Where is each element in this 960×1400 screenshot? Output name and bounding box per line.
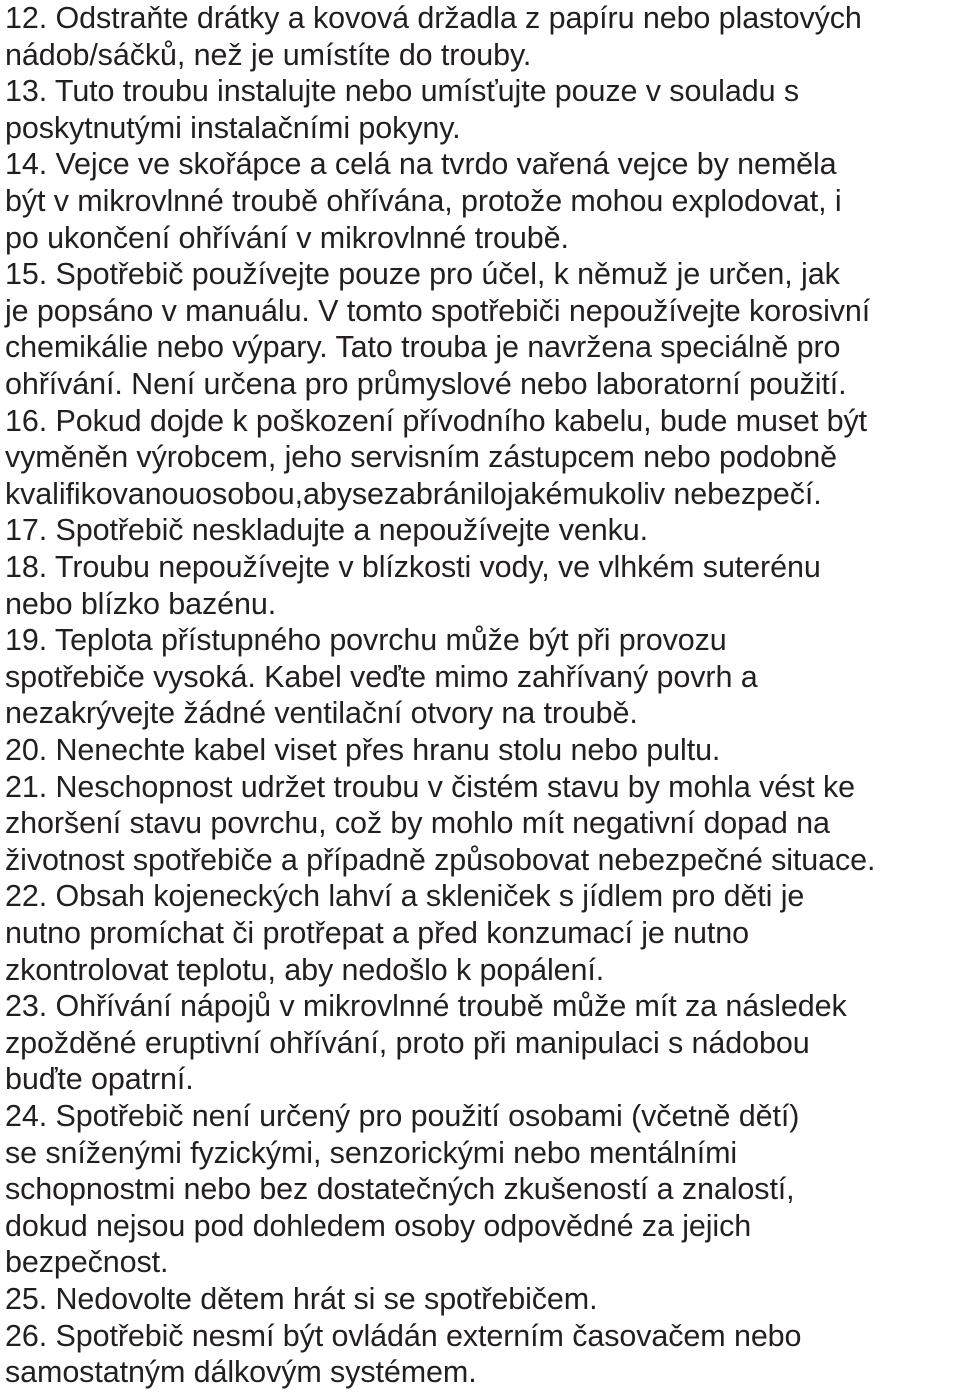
- text-line: ohřívání. Není určena pro průmyslové nebo laboratorní použití.: [5, 367, 847, 401]
- text-line: nebo blízko bazénu.: [5, 586, 277, 621]
- text-line: 15. Spotřebič používejte pouze pro účel, k němuž je určen, jak: [5, 257, 840, 292]
- text-line: 23. Ohřívání nápojů v mikrovlnné troubě může mít za následek: [5, 989, 847, 1024]
- text-line: 14. Vejce ve skořápce a celá na tvrdo vařená vejce by neměla: [5, 147, 837, 182]
- text-line: zkontrolovat teplotu, aby nedošlo k popálení.: [5, 952, 605, 987]
- text-line: zpožděné eruptivní ohřívání, proto při manipulaci s nádobou: [5, 1025, 810, 1060]
- text-line: samostatným dálkovým systémem.: [5, 1355, 477, 1390]
- text-line: zhoršení stavu povrchu, což by mohlo mít negativní dopad na: [5, 806, 830, 841]
- text-line: životnost spotřebiče a případně způsobovat nebezpečné situace.: [5, 842, 876, 877]
- text-line: 26. Spotřebič nesmí být ovládán externím časovačem nebo: [5, 1318, 802, 1353]
- text-line: 13. Tuto troubu instalujte nebo umísťujte pouze v souladu s: [5, 74, 799, 109]
- text-line: schopnostmi nebo bez dostatečných zkušeností a znalostí,: [5, 1172, 795, 1207]
- text-line: 25. Nedovolte dětem hrát si se spotřebičem.: [5, 1282, 598, 1316]
- text-line: kvalifikovanouosobou,abysezabránilojakémukoliv nebezpečí.: [5, 476, 822, 511]
- text-line: 21. Neschopnost udržet troubu v čistém stavu by mohla vést ke: [5, 769, 856, 804]
- text-line: bezpečnost.: [5, 1245, 169, 1280]
- text-line: buďte opatrní.: [5, 1062, 194, 1097]
- text-line: nezakrývejte žádné ventilační otvory na troubě.: [5, 696, 638, 731]
- text-line: dokud nejsou pod dohledem osoby odpovědné za jejich: [5, 1208, 752, 1243]
- text-line: se sníženými fyzickými, senzorickými nebo mentálními: [5, 1135, 738, 1170]
- text-line: poskytnutými instalačními pokyny.: [5, 110, 461, 145]
- text-line: 24. Spotřebič není určený pro použití osobami (včetně dětí): [5, 1099, 800, 1133]
- text-line: vyměněn výrobcem, jeho servisním zástupcem nebo podobně: [5, 440, 837, 475]
- text-line: 16. Pokud dojde k poškození přívodního kabelu, bude muset být: [5, 403, 868, 438]
- text-line: 19. Teplota přístupného povrchu může být při provozu: [5, 623, 727, 658]
- text-line: 18. Troubu nepoužívejte v blízkosti vody, ve vlhkém suterénu: [5, 550, 821, 584]
- text-line: nádob/sáčků, než je umístíte do trouby.: [5, 37, 532, 72]
- text-line: nutno promíchat či protřepat a před konzumací je nutno: [5, 916, 749, 950]
- text-line: je popsáno v manuálu. V tomto spotřebiči nepoužívejte korosivní: [5, 293, 871, 328]
- text-line: 20. Nenechte kabel viset přes hranu stolu nebo pultu.: [5, 733, 721, 767]
- text-line: chemikálie nebo výpary. Tato trouba je navržena speciálně pro: [5, 330, 841, 365]
- text-line: 17. Spotřebič neskladujte a nepoužívejte venku.: [5, 513, 649, 548]
- text-line: spotřebiče vysoká. Kabel veďte mimo zahřívaný povrh a: [5, 659, 758, 694]
- text-line: po ukončení ohřívání v mikrovlnné troubě.: [5, 220, 569, 255]
- text-line: 22. Obsah kojeneckých lahví a skleniček s jídlem pro děti je: [5, 879, 805, 914]
- text-line: 12. Odstraňte drátky a kovová držadla z papíru nebo plastových: [5, 1, 862, 35]
- text-line: být v mikrovlnné troubě ohřívána, protože mohou explodovat, i: [5, 184, 842, 218]
